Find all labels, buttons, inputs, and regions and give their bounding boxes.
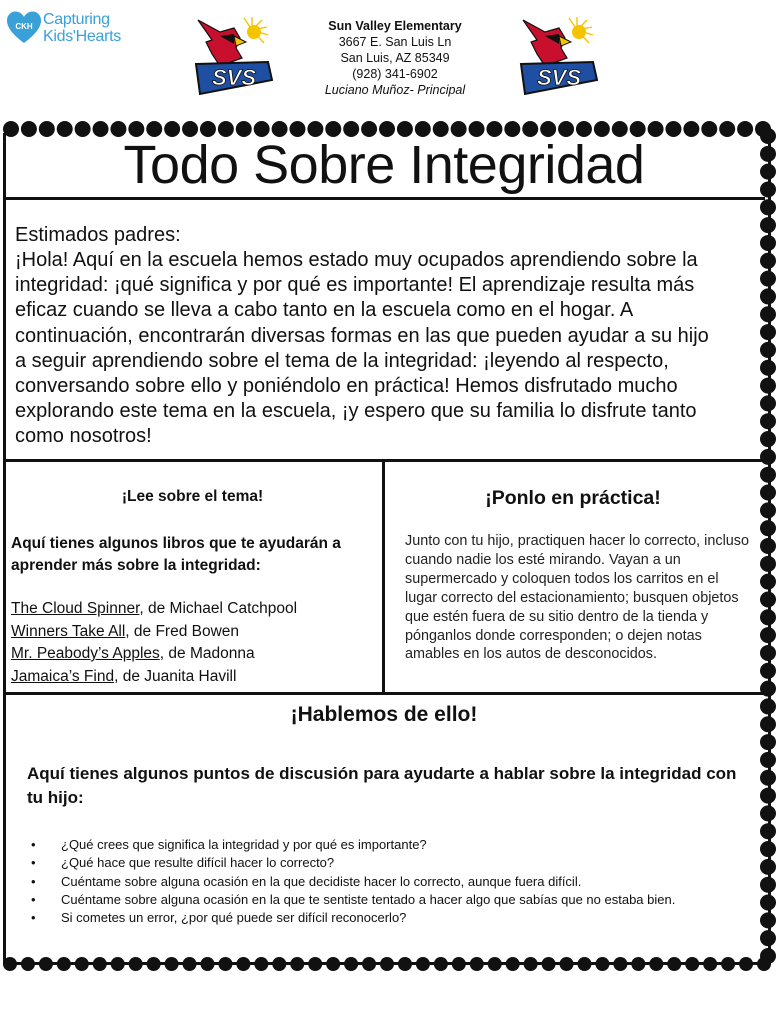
book-author: , de Madonna: [159, 645, 255, 662]
book-title: Mr. Peabody’s Apples: [11, 645, 160, 662]
discussion-point: • Cuéntame sobre alguna ocasión en la que te sentiste tentado a hacer algo que sabías que no estaba bien.: [31, 891, 761, 909]
intro-section: [3, 200, 765, 462]
newsletter-title: Todo Sobre Integridad: [3, 133, 765, 200]
school-name: Sun Valley Elementary: [328, 19, 462, 33]
talk-section: [3, 695, 765, 962]
book-item: [11, 598, 381, 621]
read-section: [3, 462, 385, 695]
brand-line2: Kids'Hearts: [43, 28, 122, 45]
book-list: [11, 598, 381, 688]
cardinal-mascot-logo-right: [515, 14, 599, 98]
book-item: [11, 643, 381, 666]
talk-intro: Aquí tienes algunos puntos de discusión para ayudarte a hablar sobre la integridad con tu hijo:: [27, 764, 737, 807]
practice-section: [385, 462, 765, 695]
book-item: [11, 621, 381, 644]
school-info: [290, 18, 500, 98]
book-author: , de Fred Bowen: [125, 622, 240, 640]
brand-line1: Capturing: [43, 11, 110, 28]
practice-heading: ¡Ponlo en práctica!: [485, 487, 661, 509]
read-heading: ¡Lee sobre el tema!: [121, 488, 264, 505]
discussion-point: • ¿Qué crees que significa la integridad y por qué es importante?: [31, 836, 761, 854]
book-author: , de Michael Catchpool: [139, 600, 298, 617]
intro-body: ¡Hola! Aquí en la escuela hemos estado muy ocupados aprendiendo sobre la integridad: ¡qué significa y por qué es importante! El aprendizaje resulta más eficaz cuando se lleva a cabo tanto en la escuela como en el hogar. A continuación, encontrarán diversas formas en las que pueden ayudar a su hijo a seguir aprendiendo sobre el tema de la integridad: ¡leyendo al respecto, conversando sobre ello y poniéndolo en práctica! Hemos disfrutado mucho explorando este tema en la escuela, ¡y espero que su familia lo disfrute tanto como nosotros!: [15, 249, 709, 448]
talk-heading: ¡Hablemos de ello!: [290, 703, 478, 726]
capturing-kids-hearts-logo: [6, 8, 126, 50]
mascot-text-right: SVS: [536, 65, 582, 90]
practice-text: Junto con tu hijo, practiquen hacer lo correcto, incluso cuando nadie los esté mirando. Vayan a un supermercado y coloquen todos los carritos en el lugar correcto del estacionamiento; busquen objetos que estén fuera de su sitio dentro de la tienda y pónganlos donde corresponden; o dejen notas amables en los autos de desconocidos.: [405, 533, 749, 663]
school-address-line2: San Luis, AZ 85349: [340, 51, 450, 65]
discussion-point: • ¿Qué hace que resulte difícil hacer lo correcto?: [31, 854, 761, 872]
newsletter-header: [0, 0, 776, 118]
brand-badge: CKH: [15, 22, 33, 31]
book-title: Jamaica’s Find: [11, 667, 115, 685]
school-principal: Luciano Muñoz- Principal: [324, 83, 466, 97]
mascot-text-left: SVS: [211, 65, 257, 90]
book-title: The Cloud Spinner: [11, 600, 140, 617]
book-item: [11, 666, 381, 689]
book-title: Winners Take All: [11, 622, 126, 640]
intro-greeting: Estimados padres:: [15, 224, 181, 246]
school-address-line1: 3667 E. San Luis Ln: [338, 35, 452, 49]
read-intro: Aquí tienes algunos libros que te ayudarán a aprender más sobre la integridad:: [11, 535, 341, 574]
cardinal-mascot-logo-left: [190, 14, 274, 98]
book-author: , de Juanita Havill: [114, 667, 237, 685]
heart-icon: [6, 10, 42, 46]
brand-name: [43, 11, 121, 45]
discussion-point: • Cuéntame sobre alguna ocasión en la que decidiste hacer lo correcto, aunque fuera difícil.: [31, 873, 761, 891]
school-phone: (928) 341-6902: [352, 67, 438, 81]
discussion-point: • Si cometes un error, ¿por qué puede ser difícil reconocerlo?: [31, 909, 761, 927]
discussion-points: [31, 836, 761, 927]
